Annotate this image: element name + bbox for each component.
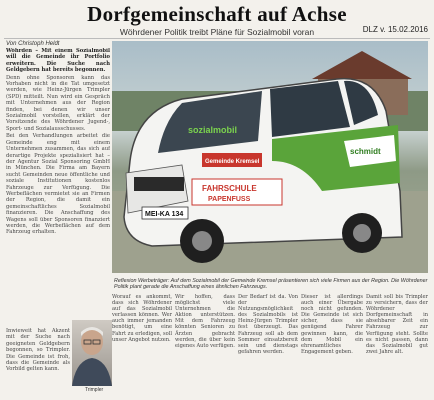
door-logo-text: schmidt <box>350 147 381 156</box>
fahrschule-text: FAHRSCHULE <box>202 184 257 193</box>
van-photo <box>112 41 428 273</box>
portrait-illustration <box>72 320 112 386</box>
rear-hub <box>353 224 371 242</box>
article-column-5: Dieser ist allerdings auch einer Übergabe noch nicht gefunden. Die Gemeinde ist sich sicher, dass sie genügend Fahrer gewinnen kann, die dem Mobil ein ehrenamtliches Engagement geben. <box>301 294 363 355</box>
article-column-left <box>6 48 110 323</box>
source-date: DLZ v. 15.02.2016 <box>362 25 428 34</box>
article-column-2: Worauf es ankommt, dass sich Wöhrdener auf das Sozialmobil verlassen können. Wer auch immer jemanden benötigt, um eine Fahrt zu erledigen, soll unser Angebot nutzen. <box>112 294 172 343</box>
house-roof <box>312 51 412 79</box>
fahrschule-sub-text: PAPENFUSS <box>208 196 251 203</box>
windshield-label: sozialmobil <box>188 125 238 135</box>
article-column-3: Wir hoffen, dass möglichst viele Unternehmen die Aktion unterstützen. Mit dem Fahrzeug könnten Senioren zu Ärzten gebracht werden, die über kein eigenes Auto verfügen. <box>175 294 235 349</box>
byline: Von Christoph Heldt <box>6 41 60 47</box>
van-illustration <box>112 41 428 273</box>
van-grille <box>134 177 184 191</box>
body-paragraph: Bei den Verhandlungen arbeitet die Gemeinde eng mit einem Unternehmen zusammen, das sich auf derartige Projekte spezialisiert hat – der Agentur Sozial Sponsoring GmbH in München. Die Firma am Bayern sucht Gemeinden neue öffentliche und soziale Institutionen kostenlos Fahrzeuge zur Verfügung. Die Werbeflächen vermietet sie an Firmen der Region, die damit ein gemeinschaftliches Sozialmobil finanzieren. Die Anschaffung des Wagens soll über Sponsoren finanziert werden, die Werbeflächen auf dem Fahrzeug erhalten. <box>6 133 110 236</box>
article-headline: Dorfgemeinschaft auf Achse <box>87 2 347 26</box>
body-paragraph: Inwieweit hat Akzent mit der Suche nach geeigneten Geldgebern begonnen, so Trimpler. Die Gemeinde ist froh, dass die Gemeinde als Vorbild gelten kann. <box>6 328 70 373</box>
article-column-4: Der Bedarf ist da. Von der Nutzungsmöglichkeit des Sozialmobils ist Heinz-Jürgen Trimpler fest überzeugt. Das Fahrzeug soll ab dem Sommer einsatzbereit sein und dienstags gefahren werden. <box>238 294 298 355</box>
article-subline: Wöhrdener Politik treibt Pläne für Sozialmobil voran <box>119 27 315 37</box>
front-hub <box>192 231 212 251</box>
portrait-caption: Trimpler <box>85 387 104 393</box>
portrait-jacket <box>72 358 112 386</box>
article-column-left-lower <box>6 328 70 398</box>
portrait-photo <box>72 320 112 386</box>
article-column-6: Damit soll bis Trimpler zu versichern, dass der Wöhrdener Dorfgemeinschaft in absehbarer Zeit ein Fahrzeug zur Verfügung steht. Sollte es nicht passen, dann das Sozialmobil gut zwei Jahre alt. <box>366 294 428 355</box>
red-sign-text: Gemeinde Kremsel <box>205 159 260 165</box>
photo-caption: Reflexion Werbeträger: Auf dem Sozialmobil der Gemeinde Kremsel präsentieren sich viele Firmen aus der Region. Die Wöhrdener Politik plant gerade die Anschaffung eines ähnlichen Fahrzeugs. <box>114 278 428 291</box>
body-paragraph: Denn ohne Sponsoren kann das Vorhaben nicht in die Tat umgesetzt werden, wie Heinz-Jürgen Trimpler (SPD) mitteilt. Nun wird ein Gespräch mit Unternehmen aus der Region finden, bei denen wir unser Sozialmobil vorstellen, erklärt der Vorsitzende des Wöhrdener Jugend-, Sport- und Sozialausschusses. <box>6 74 110 132</box>
plate-text: MEI-KA 134 <box>145 211 184 218</box>
header-rule <box>4 38 430 39</box>
lead-paragraph: Wöhrden – Mit einem Sozialmobil will die Gemeinde ihr Portfolio erweitern. Die Suche nach Geldgebern hat bereits begonnen. <box>6 48 110 74</box>
